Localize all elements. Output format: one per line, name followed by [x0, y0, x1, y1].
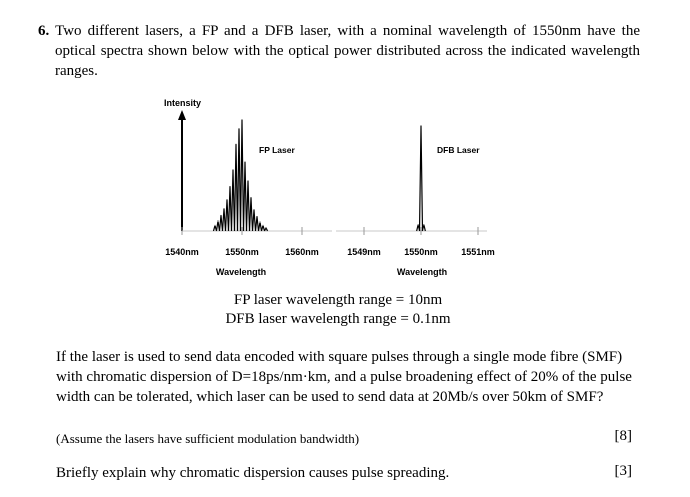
dfb-panel: [336, 126, 495, 277]
fp-range-text: FP laser wavelength range = 10nm: [233, 292, 443, 308]
fp-spectral-peak: [253, 210, 256, 231]
question-intro: [38, 21, 640, 81]
fp-tick-label: 1540nm: [165, 247, 199, 257]
dfb-range-text: DFB laser wavelength range = 0.1nm: [225, 311, 451, 327]
fp-panel-title: FP Laser: [259, 145, 295, 155]
fp-spectral-peak: [256, 217, 259, 231]
fp-spectral-peak: [241, 120, 244, 231]
dfb-panel-title: DFB Laser: [437, 145, 480, 155]
fp-spectral-peak: [238, 129, 241, 231]
y-axis-label: Intensity: [164, 98, 202, 108]
part-b-question: Briefly explain why chromatic dispersion causes pulse spreading.: [56, 465, 450, 481]
dfb-x-axis-label: Wavelength: [396, 267, 448, 277]
fp-spectral-peak: [229, 187, 232, 231]
fp-x-axis-label: Wavelength: [215, 267, 267, 277]
wavelength-ranges: [150, 291, 526, 329]
fp-spectral-peak: [223, 209, 226, 231]
fp-panel: [165, 120, 332, 277]
dfb-tick-label: 1551nm: [461, 247, 495, 257]
dfb-tick-label: 1550nm: [404, 247, 438, 257]
part-a-question: If the laser is used to send data encoded with square pulses through a single mode fibre (SMF) with chromatic dispersion of D=18ps/nm·km, and a pulse broadening effect of 20% of the pulse width can be tolerated, which laser can be used to send data at 20Mb/s over 50km of SMF?: [56, 349, 632, 405]
fp-spectral-peak: [226, 200, 229, 231]
fp-spectral-peak: [247, 181, 250, 231]
fp-tick-label: 1560nm: [285, 247, 319, 257]
dfb-spectral-peak: [420, 126, 423, 231]
fp-spectral-peak: [220, 215, 223, 231]
fp-spectral-peak: [262, 225, 265, 231]
laser-spectra-figure: [150, 94, 540, 284]
question-number: 6.: [38, 23, 50, 39]
fp-spectral-peak: [259, 222, 262, 231]
part-a-marks: [8]: [614, 428, 632, 444]
part-b-marks: [3]: [614, 463, 632, 479]
assumption-note: (Assume the lasers have sufficient modulation bandwidth): [56, 431, 360, 446]
fp-spectral-peak: [244, 162, 247, 231]
dfb-tick-label: 1549nm: [347, 247, 381, 257]
question-intro-text: Two different lasers, a FP and a DFB laser, with a nominal wavelength of 1550nm have the optical spectra shown below with the optical power distributed across the indicated wavelength ranges.: [55, 23, 640, 79]
fp-tick-label: 1550nm: [225, 247, 259, 257]
fp-spectral-peak: [250, 198, 253, 231]
y-axis-arrow: [178, 110, 186, 120]
fp-spectral-peak: [232, 170, 235, 231]
fp-spectral-peak: [235, 144, 238, 231]
